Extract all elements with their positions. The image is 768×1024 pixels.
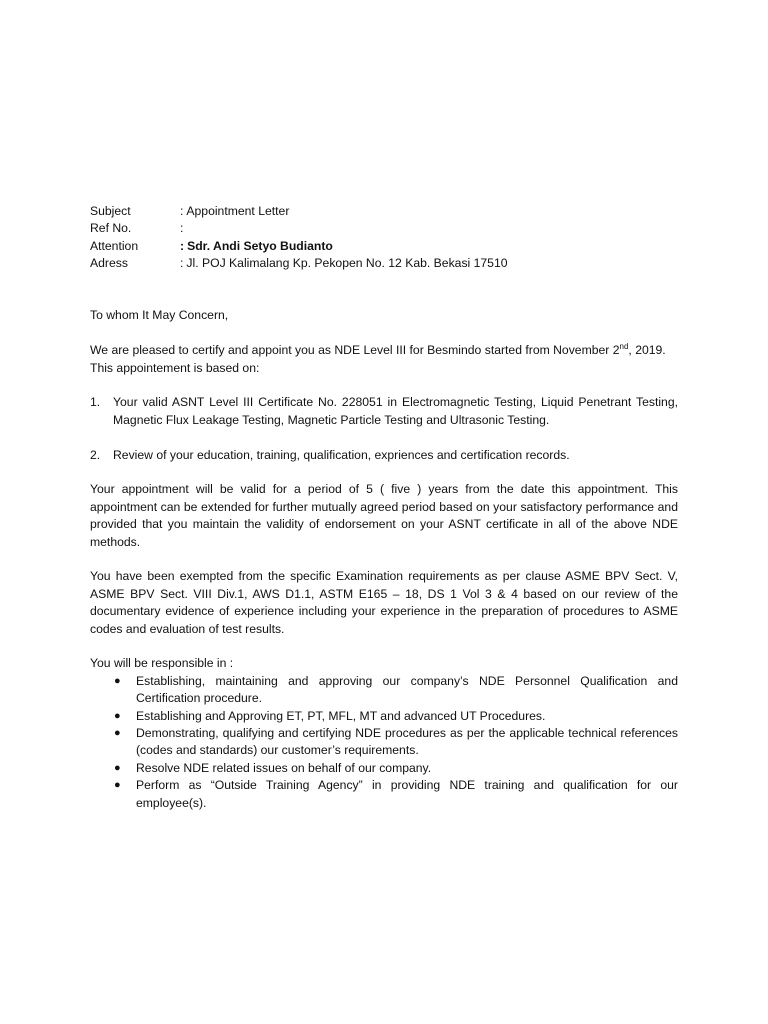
address-label: Adress: [90, 256, 128, 271]
attention-label: Attention: [90, 238, 139, 253]
intro-text: We are pleased to certify and appoint you as NDE Level III for Besmindo started from November 2: [90, 343, 620, 358]
address-value: Jl. POJ Kalimalang Kp. Pekopen No. 12 Kab. Bekasi 17510: [186, 256, 508, 271]
letter-page: [90, 203, 678, 812]
intro-paragraph: [90, 342, 678, 359]
list-item: [90, 708, 678, 725]
list-marker: 1.: [90, 395, 101, 410]
bullet-icon: ●: [114, 779, 121, 792]
basis-line: This appointement is based on:: [90, 360, 260, 375]
responsibilities-intro: You will be responsible in :: [90, 656, 234, 671]
bullet-icon: ●: [114, 709, 121, 722]
list-item: [90, 673, 678, 708]
salutation: To whom It May Concern,: [90, 308, 229, 323]
validity-paragraph: Your appointment will be valid for a period of 5 ( five ) years from the date this appointment. This appointment can be extended for further mutually agreed period based on your satisfactory performance and provided that you maintain the validity of endorsement on your ASNT certificate in all of the above NDE methods.: [90, 482, 678, 549]
basis-list: [90, 394, 678, 464]
subject-value: Appointment Letter: [186, 204, 290, 218]
subject-row: Subject : Appointment Letter: [90, 203, 678, 220]
list-item-text: Establishing, maintaining and approving our company’s NDE Personnel Qualification and Certification procedure.: [136, 673, 678, 706]
bullet-icon: ●: [114, 674, 121, 687]
list-item-text: Your valid ASNT Level III Certificate No. 228051 in Electromagnetic Testing, Liquid Penetrant Testing, Magnetic Flux Leakage Testing, Magnetic Particle Testing and Ultrasonic Testing.: [113, 395, 678, 427]
list-item: [90, 760, 678, 777]
ref-no-label: Ref No.: [90, 221, 132, 236]
list-item: [90, 777, 678, 812]
list-item: [90, 394, 678, 429]
attention-value: Sdr. Andi Setyo Budianto: [187, 238, 333, 253]
subject-label: Subject: [90, 204, 131, 218]
ref-no-row: Ref No. :: [90, 220, 678, 237]
intro-ordinal: nd: [619, 342, 629, 352]
responsibilities-list: [90, 673, 678, 812]
bullet-icon: ●: [114, 727, 121, 739]
list-item-text: Perform as “Outside Training Agency” in providing NDE training and qualification for our employee(s).: [136, 778, 678, 810]
intro-tail: , 2019.: [628, 343, 666, 358]
address-row: Adress : Jl. POJ Kalimalang Kp. Pekopen No. 12 Kab. Bekasi 17510: [90, 255, 678, 272]
attention-row: Attention : Sdr. Andi Setyo Budianto: [90, 238, 678, 255]
list-item-text: Review of your education, training, qualification, expriences and certification records.: [113, 447, 570, 462]
list-item: [90, 447, 678, 464]
list-item-text: Establishing and Approving ET, PT, MFL, MT and advanced UT Procedures.: [136, 708, 546, 723]
list-item: [90, 725, 678, 760]
list-marker: 2.: [90, 447, 101, 462]
list-item-text: Demonstrating, qualifying and certifying NDE procedures as per the applicable technical references (codes and standards) our customer’s requirements.: [136, 726, 678, 758]
list-item-text: Resolve NDE related issues on behalf of our company.: [136, 760, 432, 775]
exemption-paragraph: You have been exempted from the specific Examination requirements as per clause ASME BPV Sect. V, ASME BPV Sect. VIII Div.1, AWS D1.1, ASTM E165 – 18, DS 1 Vol 3 & 4 based on our review of the documentary evidence of experience including your experience in the preparation of procedures to ASME codes and evaluation of test results.: [90, 569, 678, 636]
bullet-icon: ●: [114, 761, 121, 774]
